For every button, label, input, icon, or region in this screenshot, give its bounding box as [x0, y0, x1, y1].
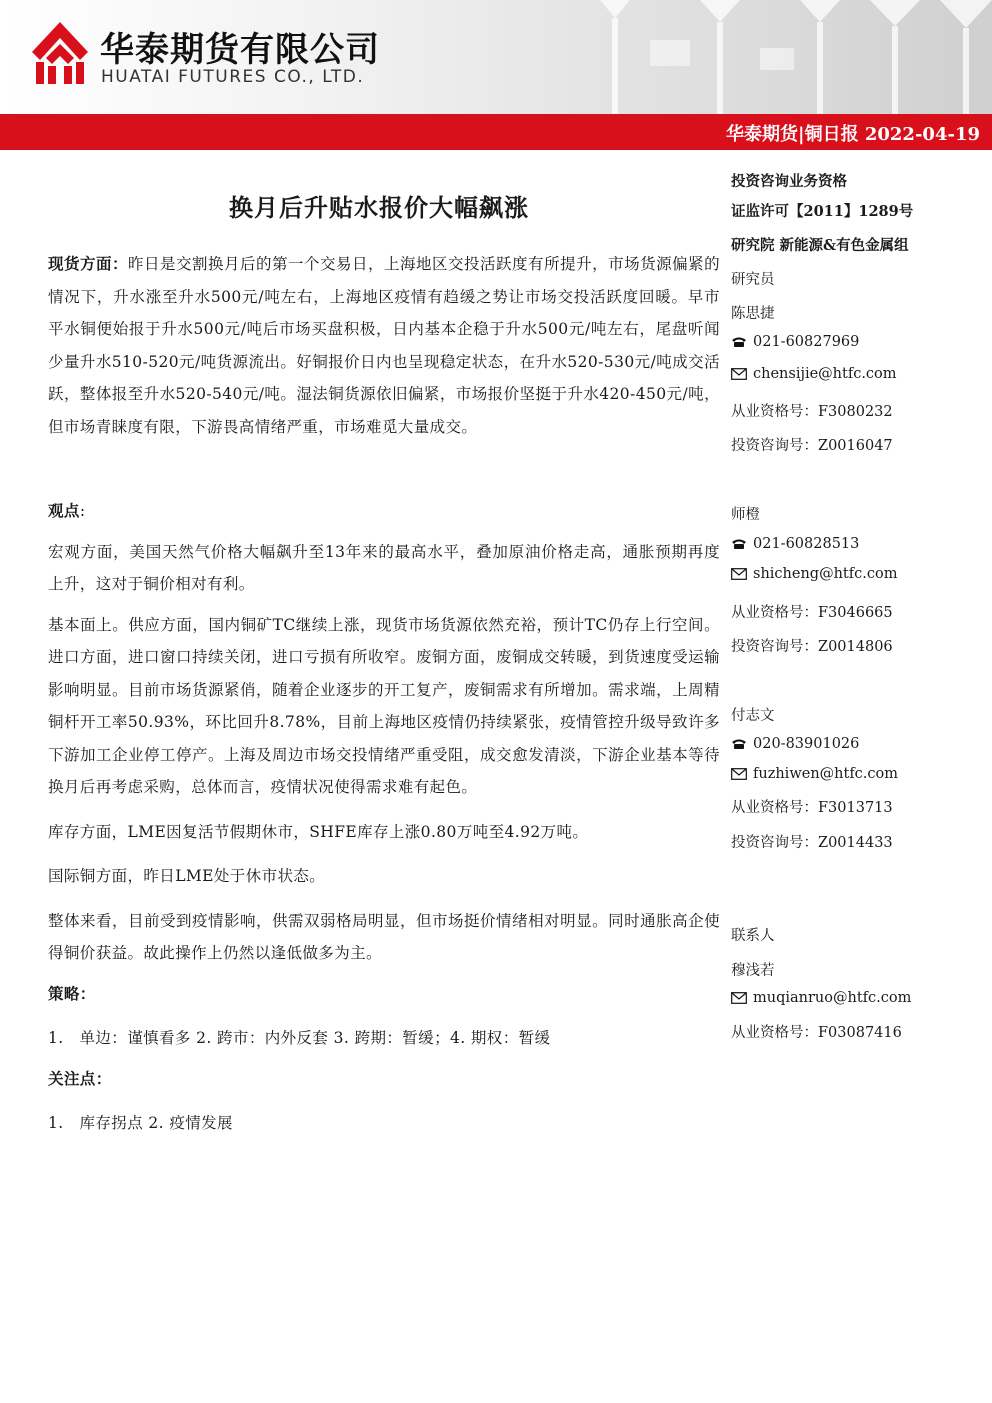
mail-icon: [731, 992, 753, 1004]
fundamental-paragraph: 基本面上。供应方面，国内铜矿TC继续上涨，现货市场货源依然充裕，预计TC仍存上行空间。进口方面，进口窗口持续关闭，进口亏损有所收窄。废铜方面，废铜成交转暖，到货速度受运输影响明显。目前市场货源紧俏，随着企业逐步的开工复产，废铜需求有所增加。需求端，上周精铜杆开工率50.93%，环比回升8.78%，目前上海地区疫情仍持续紧张，疫情管控升级导致许多下游加工企业停工停产。上海及周边市场交投情绪严重受阻，成交愈发清淡，下游企业基本等待换月后再考虑采购，总体而言，疫情状况使得需求难有起色。: [48, 615, 720, 796]
strategy-heading: 策略：: [48, 983, 96, 1003]
huatai-logo-icon: [32, 22, 88, 84]
view-colon: :: [79, 502, 86, 520]
brand-name-en: HUATAI FUTURES CO., LTD.: [101, 67, 365, 87]
mail-icon: [731, 768, 753, 780]
license-number: 证监许可【2011】1289号: [731, 203, 914, 220]
report-bar: [0, 114, 992, 150]
phone-icon: [731, 336, 753, 348]
contact-email: muqianruo@htfc.com: [731, 990, 911, 1006]
analyst-name: 付志文: [731, 708, 775, 724]
analyst-phone: 021-60827969: [731, 334, 859, 350]
analyst-advisory: 投资咨询号：Z0014433: [731, 835, 893, 851]
analyst-advisory: 投资咨询号：Z0016047: [731, 438, 893, 454]
view-heading: [48, 495, 720, 528]
mail-icon: [731, 368, 753, 380]
analyst-email: shicheng@htfc.com: [731, 566, 897, 582]
phone-icon: [731, 738, 753, 750]
international-paragraph: 国际铜方面，昨日LME处于休市状态。: [48, 867, 326, 885]
spot-text: 昨日是交割换月后的第一个交易日，上海地区交投活跃度有所提升，市场货源偏紧的情况下，升水涨至升水500元/吨左右，上海地区疫情有趋缓之势让市场交投活跃度回暖。早市平水铜便始报于升水500元/吨后市场买盘积极，日内基本企稳于升水500元/吨左右，尾盘听闻少量升水510-520元/吨货源流出。好铜报价日内也呈现稳定状态，在升水520-530元/吨成交活跃，整体报至升水520-540元/吨。湿法铜货源依旧偏紧，市场报价坚挺于升水420-450元/吨，但市场青睐度有限，下游畏高情绪严重，市场难觅大量成交。: [48, 255, 720, 436]
inventory-paragraph: 库存方面，LME因复活节假期休市，SHFE库存上涨0.80万吨至4.92万吨。: [48, 822, 589, 841]
analyst-cert: 从业资格号：F3080232: [731, 404, 893, 420]
mail-icon: [731, 568, 753, 580]
analyst-phone: 021-60828513: [731, 536, 859, 552]
role-label: 研究员: [731, 272, 775, 288]
analyst-name: 师橙: [731, 507, 760, 523]
contact-name: 穆浅若: [731, 963, 775, 979]
contact-cert: 从业资格号：F03087416: [731, 1025, 902, 1041]
analyst-phone: 020-83901026: [731, 736, 859, 752]
overall-paragraph: 整体来看，目前受到疫情影响，供需双弱格局明显，但市场挺价情绪相对明显。同时通胀高企使得铜价获益。故此操作上仍然以逢低做多为主。: [48, 911, 720, 962]
report-line: 华泰期货|铜日报 2022-04-19: [726, 124, 980, 145]
analyst-email: fuzhiwen@htfc.com: [731, 766, 898, 782]
contact-label: 联系人: [731, 928, 775, 944]
page-header: [0, 0, 992, 114]
analyst-cert: 从业资格号：F3046665: [731, 605, 893, 621]
analyst-cert: 从业资格号：F3013713: [731, 800, 893, 816]
analyst-name: 陈思捷: [731, 306, 775, 322]
strategy-text: 1. 单边：谨慎看多 2. 跨市：内外反套 3. 跨期：暂缓；4. 期权：暂缓: [48, 1029, 551, 1047]
macro-paragraph: 宏观方面，美国天然气价格大幅飙升至13年来的最高水平，叠加原油价格走高，通胀预期再度上升，这对于铜价相对有利。: [48, 542, 720, 593]
brand-name-cn: 华泰期货有限公司: [100, 30, 380, 70]
qualification-title: 投资咨询业务资格: [731, 173, 847, 190]
focus-heading: 关注点：: [48, 1068, 112, 1088]
analyst-email: chensijie@htfc.com: [731, 366, 897, 382]
department: 研究院 新能源&有色金属组: [731, 237, 909, 254]
decorative-pattern-icon: [560, 0, 992, 114]
spot-label: 现货方面：: [48, 254, 129, 273]
page-title: 换月后升贴水报价大幅飙涨: [229, 193, 529, 222]
analyst-advisory: 投资咨询号：Z0014806: [731, 639, 893, 655]
view-label: 观点: [48, 501, 80, 520]
spot-paragraph: [48, 248, 720, 443]
main-content: [48, 248, 720, 1140]
focus-text: 1. 库存拐点 2. 疫情发展: [48, 1114, 233, 1132]
phone-icon: [731, 538, 753, 550]
